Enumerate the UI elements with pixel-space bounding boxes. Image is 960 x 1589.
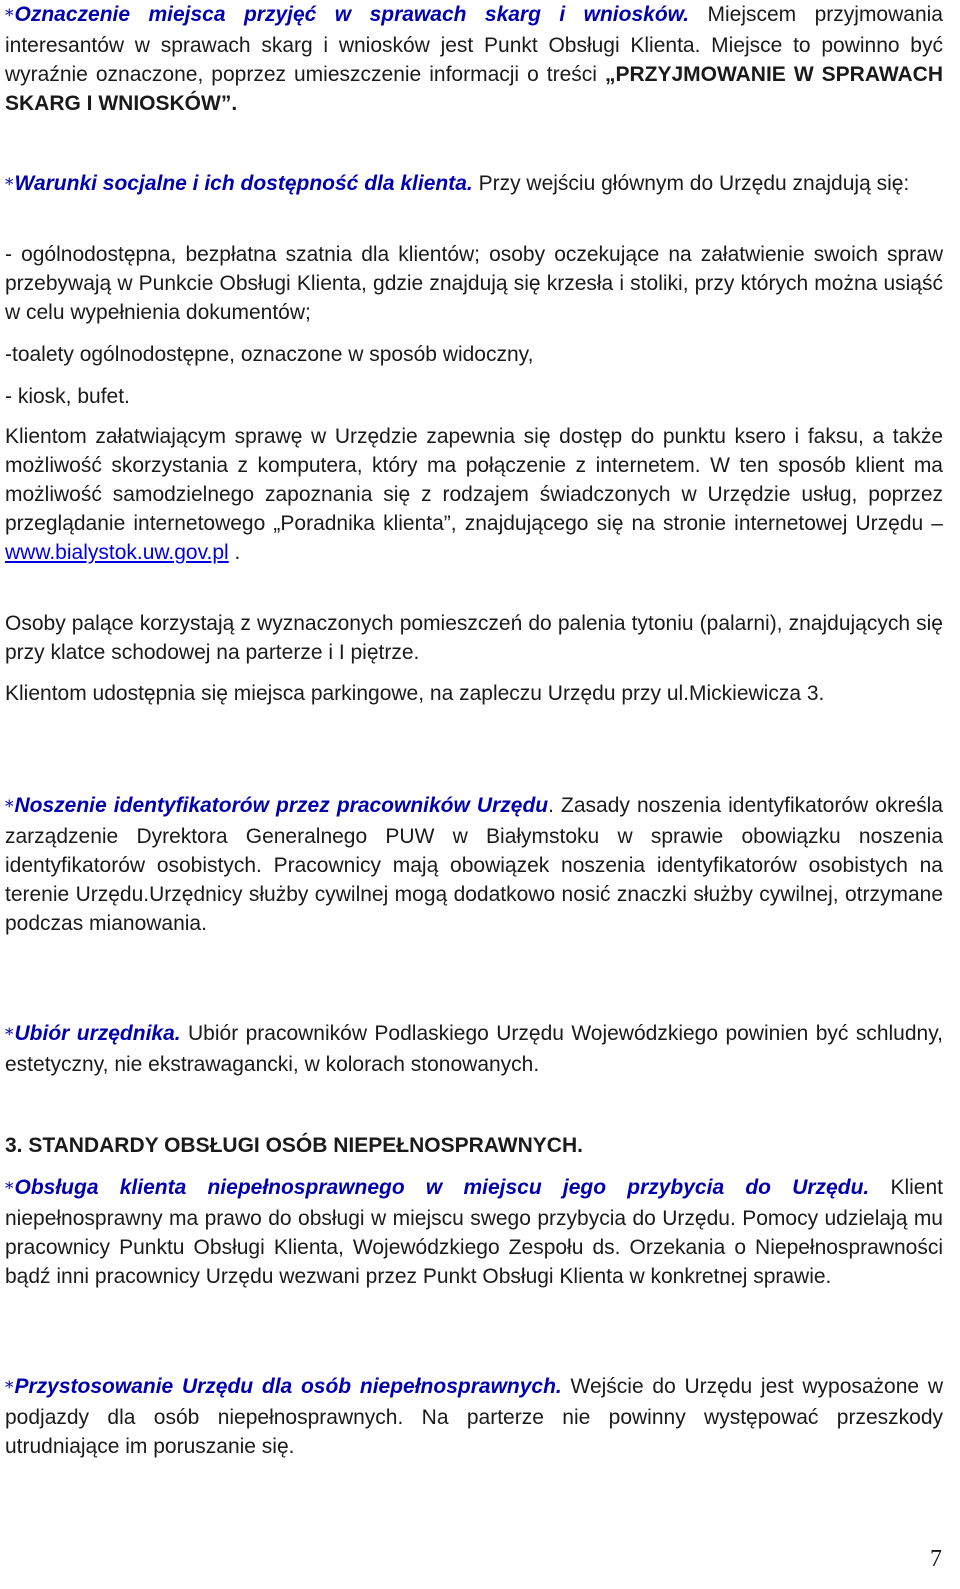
paragraph-text: Miejscem przyjmowania interesantów w sprawach skarg i wniosków jest Punkt Obsługi Klienta. Miejsce to powinno być wyraźnie oznaczone, poprzez umieszczenie informacji o treści <box>5 3 943 86</box>
paragraph-text: Ubiór pracowników Podlaskiego Urzędu Wojewódzkiego powinien być schludny, estetyczny, nie ekstrawagancki, w kolorach stonowanych. <box>5 1022 943 1076</box>
paragraph-text: . Zasady noszenia identyfikatorów określa zarządzenie Dyrektora Generalnego PUW w Białymstoku w sprawie obowiązku noszenia identyfikatorów osobistych. Pracownicy mają obowiązek noszenia identyfikatorów osobistych na terenie Urzędu.Urzędnicy służby cywilnej mogą dodatkowo nosić znaczki służby cywilnej, otrzymane podczas mianowania. <box>5 794 943 935</box>
paragraph-social-conditions <box>5 169 909 200</box>
list-item-kiosk: - kiosk, bufet. <box>5 385 130 408</box>
list-item-cloakroom: - ogólnodostępna, bezpłatna szatnia dla klientów; osoby oczekujące na załatwienie swoich spraw przebywają w Punkcie Obsługi Klienta, gdzie znajdują się krzesła i stoliki, przy których można usiąść w celu wypełnienia dokumentów; <box>5 243 943 324</box>
section-heading: Obsługa klienta niepełnosprawnego w miejscu jego przybycia do Urzędu. <box>14 1176 870 1199</box>
paragraph-complaints-place <box>5 0 943 118</box>
paragraph-disabled-service <box>5 1173 943 1291</box>
paragraph-text-end: . <box>228 541 241 564</box>
paragraph-text: Klientom załatwiającym sprawę w Urzędzie zapewnia się dostęp do punktu ksero i faksu, a także możliwość skorzystania z komputera, który ma połączenie z internetem. W ten sposób klient ma możliwość samodzielnego zapoznania się z rodzajem świadczonych w Urzędzie usług, poprzez przeglądanie internetowego „Poradnika klienta”, znajdującego się na stronie internetowej Urzędu – <box>5 425 943 535</box>
section-heading: Warunki socjalne i ich dostępność dla klienta. <box>14 172 473 195</box>
paragraph-copy-fax-internet <box>5 422 943 567</box>
chapter-title: 3. STANDARDY OBSŁUGI OSÓB NIEPEŁNOSPRAWNYCH. <box>5 1134 583 1157</box>
asterisk-bullet: * <box>5 797 14 817</box>
asterisk-bullet: * <box>5 175 14 195</box>
asterisk-bullet: * <box>5 1025 14 1045</box>
paragraph-id-badges <box>5 791 943 938</box>
section-heading: Oznaczenie miejsca przyjęć w sprawach skarg i wniosków. <box>14 3 690 26</box>
section-heading: Ubiór urzędnika. <box>14 1022 181 1045</box>
paragraph-smoking: Osoby palące korzystają z wyznaczonych pomieszczeń do palenia tytoniu (palarni), znajdujących się przy klatce schodowej na parterze i I piętrze. <box>5 612 943 664</box>
website-link[interactable]: www.bialystok.uw.gov.pl <box>5 541 229 564</box>
section-heading: Przystosowanie Urzędu dla osób niepełnosprawnych. <box>14 1375 562 1398</box>
page-number: 7 <box>930 1546 942 1572</box>
list-item-toilets: -toalety ogólnodostępne, oznaczone w sposób widoczny, <box>5 343 534 366</box>
paragraph-parking: Klientom udostępnia się miejsca parkingowe, na zapleczu Urzędu przy ul.Mickiewicza 3. <box>5 682 825 705</box>
paragraph-text: Klient niepełnosprawny ma prawo do obsługi w miejscu swego przybycia do Urzędu. Pomocy udzielają mu pracownicy Punktu Obsługi Klienta, Wojewódzkiego Zespołu ds. Orzekania o Niepełnosprawności bądź inni pracownicy Urzędu wezwani przez Punkt Obsługi Klienta w konkretnej sprawie. <box>5 1176 943 1288</box>
asterisk-bullet: * <box>5 1179 14 1199</box>
asterisk-bullet: * <box>5 6 14 26</box>
asterisk-bullet: * <box>5 1378 14 1398</box>
paragraph-accessibility <box>5 1372 943 1461</box>
bold-notice: „PRZYJMOWANIE W SPRAWACH SKARG I WNIOSKÓW”. <box>5 63 943 115</box>
section-heading: Noszenie identyfikatorów przez pracowników Urzędu <box>14 794 549 817</box>
paragraph-text: Przy wejściu głównym do Urzędu znajdują się: <box>472 172 910 195</box>
paragraph-text: Wejście do Urzędu jest wyposażone w podjazdy dla osób niepełnosprawnych. Na parterze nie powinny występować przeszkody utrudniające im poruszanie się. <box>5 1375 943 1458</box>
paragraph-dress-code <box>5 1019 943 1079</box>
